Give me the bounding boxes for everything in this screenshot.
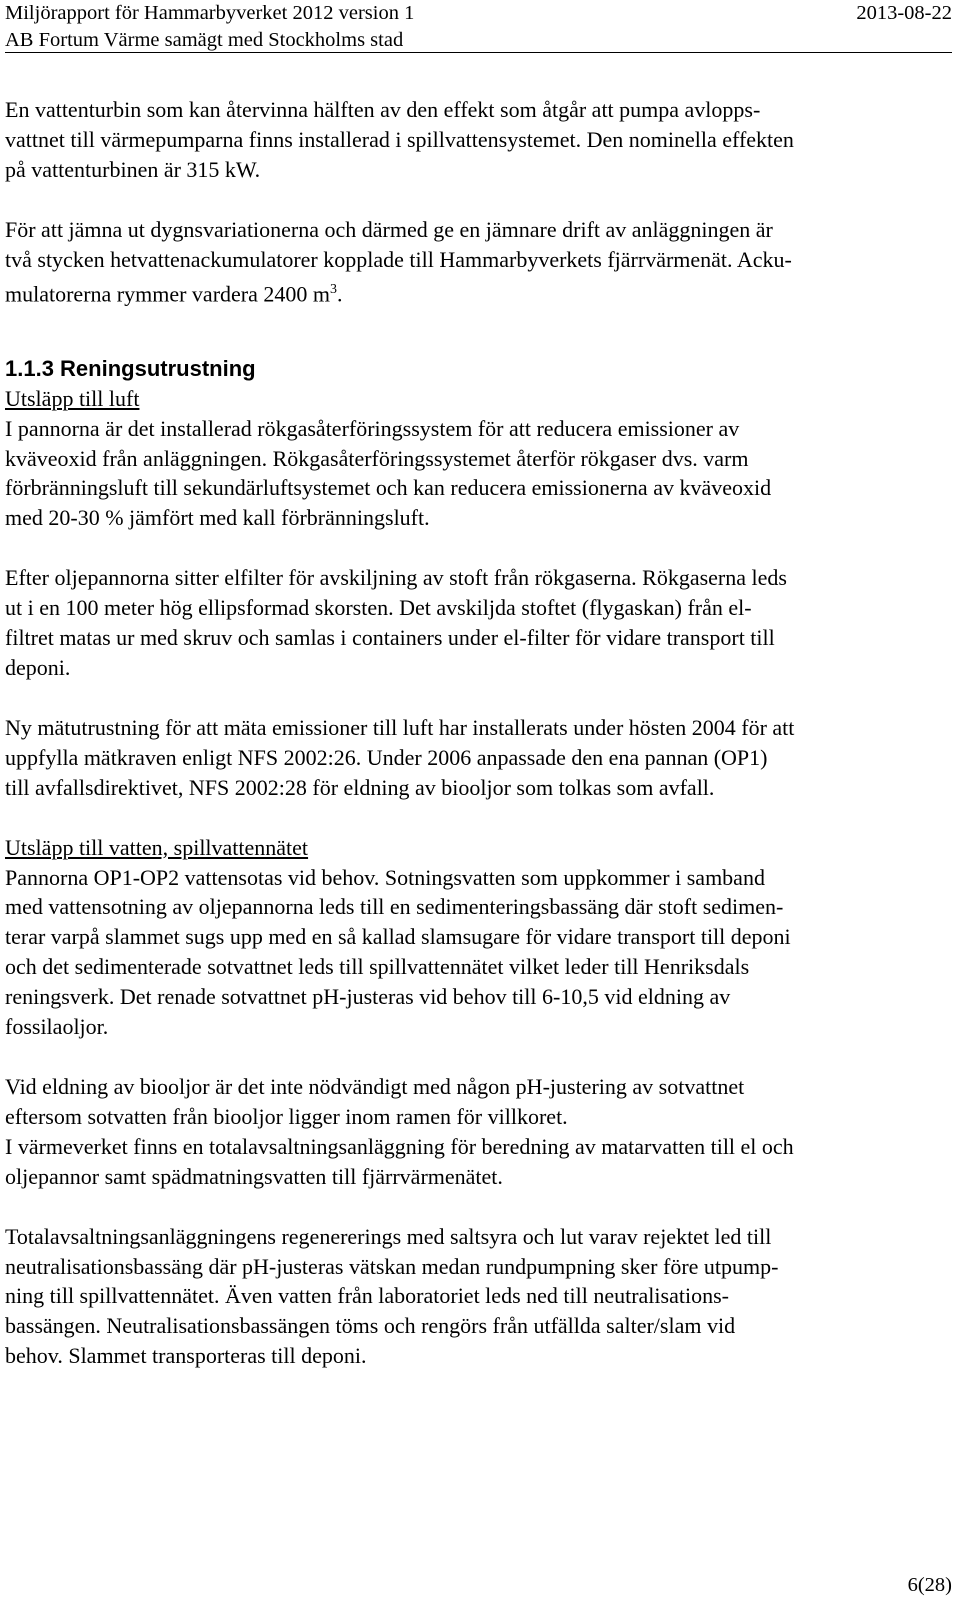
organization-name: AB Fortum Värme samägt med Stockholms stad (5, 29, 404, 51)
document-body (5, 95, 952, 1371)
paragraph-sotning: Pannorna OP1-OP2 vattensotas vid behov. Sotningsvatten som uppkommer i samband med vattensotning av oljepannorna leds till en sedimenteringsbassäng där stoft sedimen- terar varpå slammet sugs upp med en så kallad slamsugare för vidare transport till deponi och det sedimenterade sotvattnet leds till spillvattennätet vilket leder till Henriksdals reningsverk. Det renade sotvattnet pH-justeras vid behov till 6-10,5 vid eldning av fossilaoljor. (5, 864, 791, 1040)
paragraph-matutrustning: Ny mätutrustning för att mäta emissioner till luft har installerats under hösten 2004 för att uppfylla mätkraven enligt NFS 2002:26. Under 2006 anpassade den ena pannan (OP1) till avfallsdirektivet, NFS 2002:28 för eldning av biooljor som tolkas som avfall. (5, 714, 795, 800)
subheading-air-emissions: Utsläpp till luft (5, 385, 140, 411)
header-divider (5, 52, 952, 53)
page-header (5, 0, 952, 52)
document-title: Miljörapport för Hammarbyverket 2012 version 1 (5, 2, 415, 24)
paragraph-rokgasaterforing: I pannorna är det installerad rökgasåterföringssystem för att reducera emissioner av kväveoxid från anläggningen. Rökgasåterföringssystemet återför rökgaser dvs. varm förbränningsluft till sekundärluftsystemet och kan reducera emissionerna av kväveoxid med 20-30 % jämfört med kall förbränningsluft. (5, 415, 772, 531)
superscript-cubic: 3 (329, 281, 337, 297)
paragraph-neutralisation: Totalavsaltningsanläggningens regenererings med saltsyra och lut varav rejektet led till neutralisationsbassäng där pH-justeras vätskan medan rundpumpning sker före utpump- ning till spillvattennätet. Även vatten från laboratoriet leds ned till neutralisations- bassängen. Neutralisationsbassängen töms och rengörs från utfällda salter/slam vid behov. Slammet transporteras till deponi. (5, 1223, 779, 1369)
subheading-water-emissions: Utsläpp till vatten, spillvattennätet (5, 834, 309, 860)
paragraph-elfilter: Efter oljepannorna sitter elfilter för avskiljning av stoft från rökgaserna. Rökgaserna leds ut i en 100 meter hög ellipsformad skorsten. Det avskiljda stoftet (flygaskan) från el- filtret matas ur med skruv och samlas i containers under el-filter för vidare transport till deponi. (5, 565, 787, 681)
document-date: 2013-08-22 (856, 2, 952, 24)
section-heading: 1.1.3 Reningsutrustning (5, 355, 256, 381)
page-number: 6(28) (907, 1574, 952, 1596)
paragraph-vattenturbin: En vattenturbin som kan återvinna hälften av den effekt som åtgår att pumpa avlopps- vattnet till värmepumparna finns installerad i spillvattensystemet. Den nominella effekten på vattenturbinen är 315 kW. (5, 97, 794, 182)
paragraph-ackumulatorer: För att jämna ut dygnsvariationerna och därmed ge en jämnare drift av anläggningen är två stycken hetvattenackumulatorer kopplade till Hammarbyverkets fjärrvärmenät. Acku- mulatorerna rymmer vardera 2400 $m^3$. (5, 216, 792, 306)
paragraph-biooljor: Vid eldning av biooljor är det inte nödvändigt med någon pH-justering av sotvattnet eftersom sotvatten från biooljor ligger inom ramen för villkoret. (5, 1073, 745, 1129)
paragraph-totalavsaltning: I värmeverket finns en totalavsaltningsanläggning för beredning av matarvatten till el och oljepannor samt spädmatningsvatten till fjärrvärmenätet. (5, 1133, 794, 1189)
